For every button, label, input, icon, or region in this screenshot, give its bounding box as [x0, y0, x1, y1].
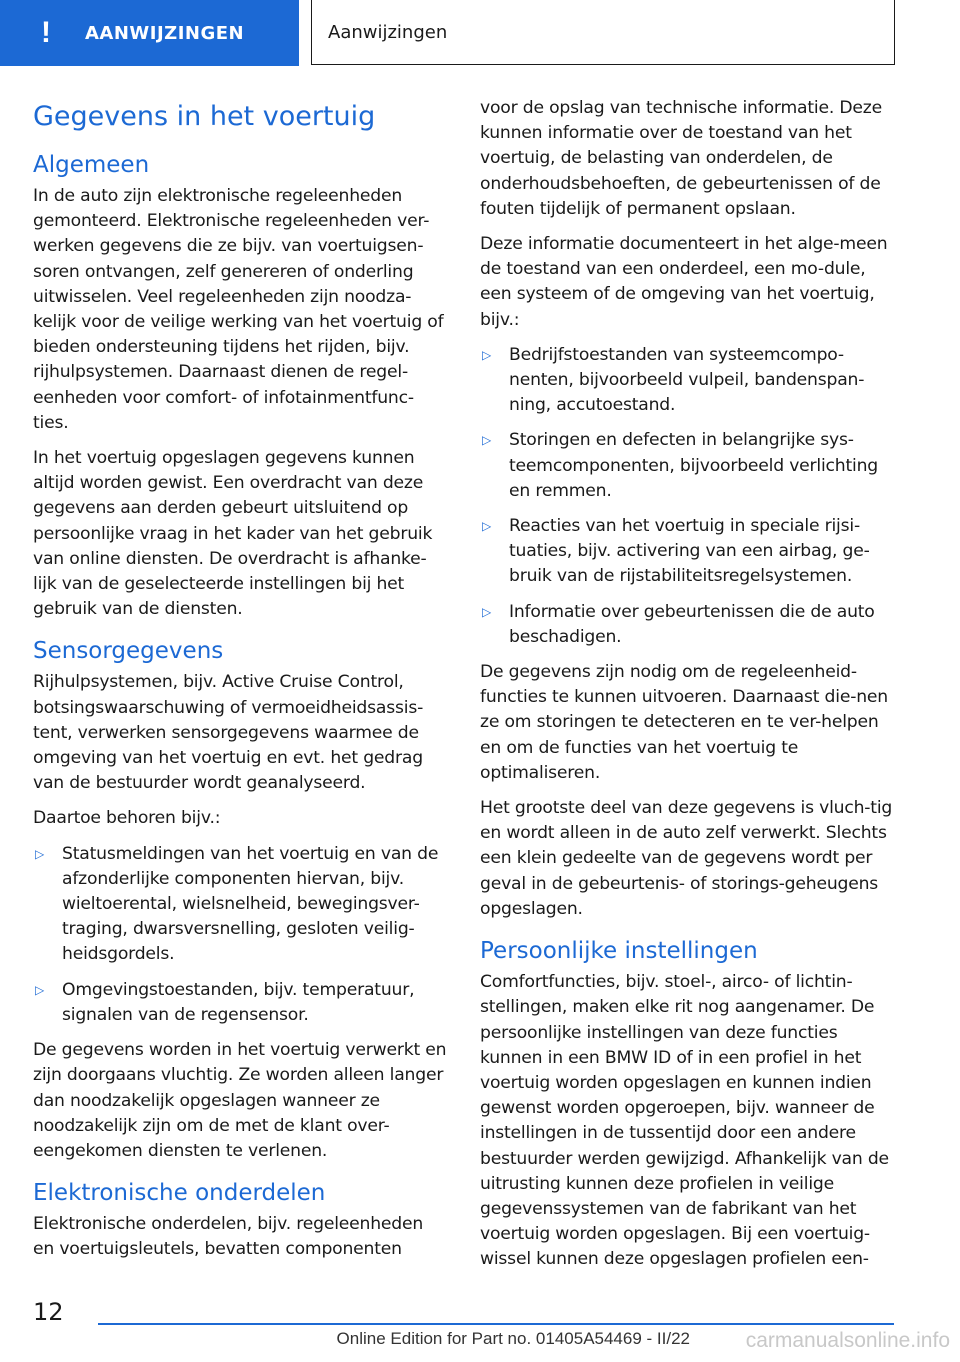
heading-algemeen: Algemeen	[33, 152, 150, 178]
list-item: ▷ Informatie over gebeurtenissen die de auto beschadigen.	[482, 601, 875, 647]
list-item: ▷ Omgevingstoestanden, bijv. temperatuur, signalen van de regensensor.	[35, 979, 415, 1025]
paragraph: In het voertuig opgeslagen gegevens kunnen altijd worden gewist. Een overdracht van deze gegevens aan derden gebeurt uitsluitend op persoonlijke vraag in het kader van het gebruik van online diensten. De overdracht is afhanke-lijk van de geselecteerde instellingen bij het gebruik van de diensten.	[33, 448, 433, 620]
paragraph: De gegevens worden in het voertuig verwerkt en zijn doorgaans vluchtig. Ze worden alleen langer dan noodzakelijk opgeslagen wanneer ze noodzakelijk zijn om de met de klant over-eengekomen diensten te verlenen.	[33, 1040, 447, 1161]
list-item: ▷ Bedrijfstoestanden van systeemcompo-nenten, bijvoorbeeld vulpeil, bandenspan-ning, accutoestand.	[482, 344, 865, 416]
section-header	[311, 0, 895, 65]
paragraph: voor de opslag van technische informatie. Deze kunnen informatie over de toestand van het voertuig, de belasting van onderdelen, de onderhoudsbehoeften, de gebeurtenissen of de fouten tijdelijk of permanent opslaan.	[480, 98, 882, 219]
heading-persoonlijke-instellingen: Persoonlijke instellingen	[480, 938, 758, 965]
warning-icon: !	[41, 16, 51, 49]
section-tab	[0, 0, 299, 66]
bullet-list	[33, 842, 449, 1028]
left-column	[33, 96, 449, 1273]
paragraph: Elektronische onderdelen, bijv. regeleenheden en voertuigsleutels, bevatten componenten	[33, 1214, 424, 1260]
heading-sensorgegevens: Sensorgegevens	[33, 638, 224, 665]
triangle-bullet-icon: ▷	[482, 347, 492, 362]
list-item: ▷ Reacties van het voertuig in speciale rijsi-tuaties, bijv. activering van een airbag, ge-bruik van de rijstabiliteitsregelsystemen.	[482, 516, 870, 587]
paragraph: Rijhulpsystemen, bijv. Active Cruise Control, botsingswaarschuwing of vermoeidheidsassis-tent, verwerken sensorgegevens waarmee de omgeving van het voertuig en evt. het gedrag van de bestuurder wordt geanalyseerd.	[33, 672, 424, 794]
triangle-bullet-icon: ▷	[482, 519, 492, 534]
list-item: ▷ Statusmeldingen van het voertuig en van de afzonderlijke componenten hiervan, bijv. wieltoerental, wielsnelheid, bewegingsver-traging, dwarsversnelling, gesloten veilig-heidsgordels.	[35, 843, 439, 965]
paragraph: In de auto zijn elektronische regeleenheden gemonteerd. Elektronische regeleenheden ver-werken gegevens die ze bijv. van voertuigsen-soren ontvangen, zelf genereren of onderling uitwisselen. Veel regeleenheden zijn noodza-kelijk voor de veilige werking van het voertuig of bieden ondersteuning tijdens het rijden, bijv. rijhulpsystemen. Daarnaast dienen de regel-eenheden voor comfort- of infotainmentfunc-ties.	[33, 186, 444, 433]
triangle-bullet-icon: ▷	[35, 982, 45, 997]
section-tab-label: AANWIJZINGEN	[85, 22, 245, 44]
page-title: Gegevens in het voertuig	[33, 101, 376, 132]
paragraph: Daartoe behoren bijv.:	[33, 808, 221, 829]
triangle-bullet-icon: ▷	[482, 604, 492, 619]
bullet-list	[480, 343, 896, 650]
page-number: 12	[33, 1298, 64, 1326]
paragraph: Het grootste deel van deze gegevens is vluch-tig en wordt alleen in de auto zelf verwerkt. Slechts een klein gedeelte van de gegevens wordt per geval in de gebeurtenis- of storings-geheugens opgeslagen.	[480, 798, 893, 919]
triangle-bullet-icon: ▷	[482, 433, 492, 448]
paragraph: Comfortfuncties, bijv. stoel-, airco- of lichtin-stellingen, maken elke rit nog aangenamer. De persoonlijke instellingen van deze functies kunnen in een BMW ID of in een profiel in het voertuig worden opgeslagen en kunnen indien gewenst worden opgeroepen, bijv. wanneer de instellingen in de tussentijd door een andere bestuurder werden gewijzigd. Afhankelijk van de uitrusting kunnen deze profielen in veilige gegevenssystemen van de fabrikant van het voertuig worden opgeslagen. Bij een voertuig-wissel kunnen deze opgeslagen profielen een-	[480, 972, 889, 1270]
watermark: carmanualsonline.info	[745, 1329, 950, 1352]
section-header-label: Aanwijzingen	[328, 21, 448, 43]
footer-divider	[98, 1323, 894, 1325]
heading-elektronische-onderdelen: Elektronische onderdelen	[33, 1180, 326, 1207]
paragraph: Deze informatie documenteert in het alge-meen de toestand van een onderdeel, een mo-dule, een systeem of de omgeving van het voertuig, bijv.:	[480, 234, 888, 330]
list-item: ▷ Storingen en defecten in belangrijke sys-teemcomponenten, bijvoorbeeld verlichting en remmen.	[482, 430, 879, 501]
right-column	[480, 96, 896, 1283]
edition-text: Online Edition for Part no. 01405A54469 - II/22	[336, 1329, 690, 1348]
paragraph: De gegevens zijn nodig om de regeleenheid-functies te kunnen uitvoeren. Daarnaast die-nen ze om storingen te detecteren en te ver-helpen en om de functies van het voertuig te optimaliseren.	[480, 662, 888, 783]
triangle-bullet-icon: ▷	[35, 846, 45, 861]
